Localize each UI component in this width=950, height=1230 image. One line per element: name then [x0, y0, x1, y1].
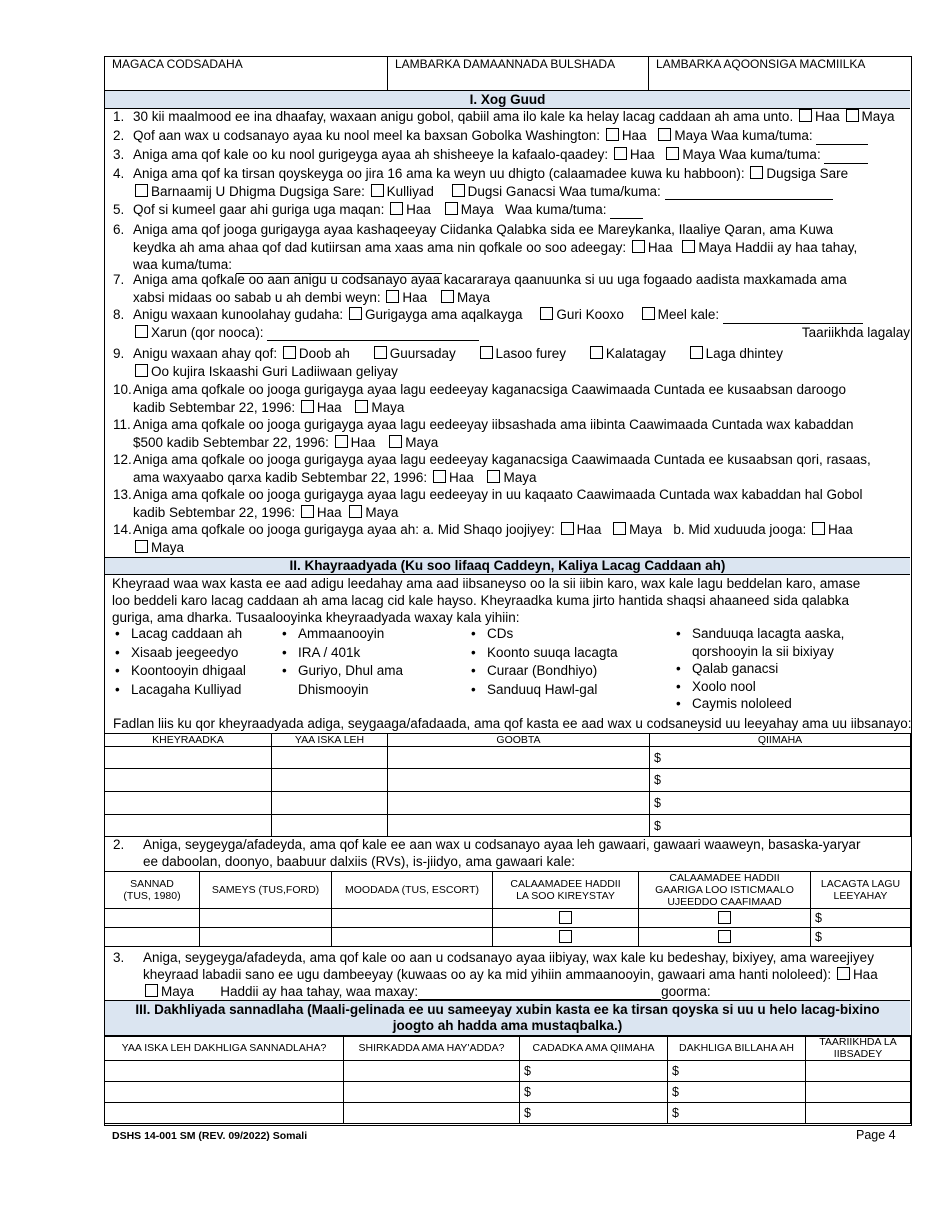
annuities-table: [104, 1035, 911, 1124]
ssn-label: LAMBARKA DAMAANNADA BULSHADA: [395, 57, 616, 71]
q12-haa-checkbox[interactable]: [433, 470, 446, 483]
section-2-title: II. Khayraadyada (Ku soo lifaaq Caddeyn, Kaliya Lacag Caddaan ah): [105, 557, 910, 575]
example-item: • Lacagaha Kulliyad: [115, 681, 246, 700]
col-header: CALAAMADEE HADDII LA SOO KIREYSTAY: [493, 872, 639, 909]
examples-column-2: [282, 625, 403, 699]
example-item: • Xoolo nool: [676, 678, 844, 696]
example-item: • CDs: [471, 625, 618, 644]
q4-barnaamij-checkbox[interactable]: [135, 184, 148, 197]
q13-haa-checkbox[interactable]: [301, 505, 314, 518]
col-header: SAMEYS (TUS,FORD): [200, 872, 332, 909]
resources-list-prompt: Fadlan liis ku qor kheyraadyada adiga, seygaaga/afadaada, ama qof kasta ee aad wax u codsaneysid uu leeyahay ama uu iibsanayo:: [113, 716, 912, 731]
col-header: CALAAMADEE HADDII GAARIGA LOO ISTICMAALO UJEEDDO CAAFIMAAD: [639, 872, 811, 909]
rented-checkbox[interactable]: [559, 930, 572, 943]
q9-divorced-checkbox[interactable]: [480, 346, 493, 359]
q5-who-input[interactable]: [610, 218, 643, 219]
example-item: • Ammaanooyin: [282, 625, 403, 644]
q7-maya-checkbox[interactable]: [441, 290, 454, 303]
q4-ganacsi-checkbox[interactable]: [452, 184, 465, 197]
table-row: $: [105, 815, 911, 837]
example-item-cont: qorshooyin la sii bixiyay: [692, 643, 834, 659]
col-header: QIIMAHA: [650, 734, 911, 747]
q7-haa-checkbox[interactable]: [386, 290, 399, 303]
example-item: • Qalab ganacsi: [676, 660, 844, 678]
section-1-title: I. Xog Guud: [105, 90, 910, 109]
q8-home-checkbox[interactable]: [349, 307, 362, 320]
q6-haa-checkbox[interactable]: [632, 240, 645, 253]
transfer-maya-checkbox[interactable]: [145, 984, 158, 997]
table-row: $ $: [105, 1082, 911, 1103]
col-header: YAA ISKA LEH: [272, 734, 388, 747]
q2-maya-checkbox[interactable]: [658, 128, 671, 141]
medical-use-checkbox[interactable]: [718, 930, 731, 943]
examples-column-3: [471, 625, 618, 699]
q6-maya-checkbox[interactable]: [682, 240, 695, 253]
transfer-haa-checkbox[interactable]: [837, 967, 850, 980]
col-header: SANNAD (TUS, 1980): [105, 872, 200, 909]
q14a-maya-checkbox[interactable]: [613, 522, 626, 535]
q10-maya-checkbox[interactable]: [355, 400, 368, 413]
q14b-haa-checkbox[interactable]: [812, 522, 825, 535]
question-13: 13.Aniga ama qofkale oo jooga gurigayga ayaa lagu eedeeyay in uu kaqaato Caawimaada Cuntada wax kabaddan hal Gobol kadib Sebtembar 22, 1996: Haa Maya: [113, 487, 863, 520]
q8-xarun-checkbox[interactable]: [135, 325, 148, 338]
q14b-maya-checkbox[interactable]: [135, 540, 148, 553]
resources-intro: Kheyraad waa wax kasta ee aad adigu leedahay ama aad iibsaneyso oo la sii iibin karo, wax kale lagu beddelan karo, amase loo beddeli karo lacag caddaan ah ama lacag cid kale hayso. Kheyraadka kuma jirto hantida shaqsi ahaaneed sida qalabka guriga, ama dharka. Tusaalooyinka kheyraadyada waxay kala yihiin:: [112, 576, 861, 625]
table-row: $: [105, 747, 911, 769]
section-3-title: III. Dakhliyada sannadlaha (Maali-gelinada ee uu sameeyay xubin kasta ee ka tirsan qoyska si uu u helo lacag-bixino joogto ah hadda ama mustaqbalka.): [105, 1000, 910, 1037]
q4-who-input[interactable]: [665, 199, 833, 200]
col-header: KHEYRAADKA: [105, 734, 272, 747]
client-id-label: LAMBARKA AQOONSIGA MACMIILKA: [656, 57, 866, 71]
q9-partnership-checkbox[interactable]: [135, 364, 148, 377]
example-item-cont: Dhismooyin: [298, 681, 369, 697]
col-header: MOODADA (TUS, ESCORT): [332, 872, 493, 909]
q3-who-input[interactable]: [824, 163, 868, 164]
col-header: DAKHLIGA BILLAHA AH: [668, 1036, 806, 1061]
q8-date-label: Taariikhda lagalay: [801, 324, 910, 340]
table-row: $ $: [105, 1103, 911, 1124]
example-item: • Caymis nololeed: [676, 695, 844, 713]
col-header: TAARIIKHDA LA IIBSADEY: [806, 1036, 911, 1061]
q4-dugsiga-sare-checkbox[interactable]: [750, 166, 763, 179]
example-item: • Sanduuq Hawl-gal: [471, 681, 618, 700]
page-number: Page 4: [856, 1128, 896, 1142]
transfer-question: 3. Aniga, seygeyga/afadeyda, ama qof kale oo aan u codsanayo ayaa iibiyay, wax kale ku bedeshay, bixiyey, ama wareejiyey kheyraad labadii sano ee ugu dambeeyay (kuwaas oo ay ka mid yihiin ammaanooyin, gawaari ama hanti nololeed): Haa Maya Haddii ay haa tahay, waa maxay: goorma:: [113, 949, 908, 1017]
applicant-name-label: MAGACA CODSADAHA: [112, 57, 243, 71]
question-1: 1. 30 kii maalmood ee ina dhaafay, waxaan anigu gobol, qabiil ama ilo kale ka helay lacag caddaan ah ama unto. Haa Maya: [113, 109, 895, 124]
examples-column-1: [115, 625, 246, 699]
q5-maya-checkbox[interactable]: [445, 202, 458, 215]
question-6: 6. Aniga ama qof jooga gurigayga ayaa kashaqeeyay Ciidanka Qalabka sida ee Mareykanka, Ilaaliye Qaran, ama Kuwa keydka ah ama ahaa qof dad kutiirsan ama xaas ama nin qofkale oo soo adeegay: Haa Maya Haddii ay haa tahay, waa kuma/tuma:: [113, 222, 858, 272]
q9-married-checkbox[interactable]: [374, 346, 387, 359]
q1-haa-checkbox[interactable]: [799, 109, 812, 122]
table-row: $: [105, 909, 911, 928]
q14a-haa-checkbox[interactable]: [561, 522, 574, 535]
example-item: • Koonto suuqa lacagta: [471, 644, 618, 663]
example-item: • Lacag caddaan ah: [115, 625, 246, 644]
q12-maya-checkbox[interactable]: [487, 470, 500, 483]
q9-single-checkbox[interactable]: [283, 346, 296, 359]
examples-column-4: [676, 625, 844, 713]
question-2: 2. Qof aan wax u codsanayo ayaa ku nool meel ka baxsan Gobolka Washington: Haa Maya Waa kuma/tuma:: [113, 127, 908, 145]
question-8: 8. Anigu waxaan kunoolahay gudaha: Gurigayga ama aqalkayga Guri Kooxo Meel kale: Xarun (qor nooca): Taariikhda lagalay: [113, 307, 910, 340]
table-row: $ $: [105, 1061, 911, 1082]
question-4: 4. Aniga ama qof ka tirsan qoyskeyga oo jira 16 ama ka weyn uu dhigto (calaamadee kuwa ku habboon): Dugsiga Sare Barnaamij U Dhigma Dugsiga Sare: Kulliyad Dugsi Ganacsi Waa tuma/kuma:: [113, 166, 849, 199]
vehicles-table: [104, 871, 911, 947]
table-row: $: [105, 792, 911, 815]
question-3: 3. Aniga ama qof kale oo ku nool gurigeyga ayaa ah shisheeye la kafaalo-qaadey: Haa Maya Waa kuma/tuma:: [113, 146, 908, 164]
q3-maya-checkbox[interactable]: [666, 147, 679, 160]
q11-haa-checkbox[interactable]: [335, 435, 348, 448]
q5-haa-checkbox[interactable]: [390, 202, 403, 215]
q11-maya-checkbox[interactable]: [389, 435, 402, 448]
col-header: LACAGTA LAGU LEEYAHAY: [811, 872, 911, 909]
q4-kulliyad-checkbox[interactable]: [371, 184, 384, 197]
col-header: SHIRKADDA AMA HAY'ADDA?: [344, 1036, 520, 1061]
col-header: YAA ISKA LEH DAKHLIGA SANNADLAHA?: [105, 1036, 344, 1061]
q3-haa-checkbox[interactable]: [614, 147, 627, 160]
applicant-name-field[interactable]: [104, 56, 388, 90]
q9-separated-checkbox[interactable]: [590, 346, 603, 359]
table-row: $: [105, 769, 911, 792]
ssn-field[interactable]: [388, 56, 649, 90]
resources-table: [104, 733, 911, 837]
q8-other-checkbox[interactable]: [642, 307, 655, 320]
example-item: • Koontooyin dhigaal: [115, 662, 246, 681]
header-row: [104, 56, 910, 90]
q2-who-input[interactable]: [816, 144, 868, 145]
question-5: 5. Qof si kumeel gaar ahi guriga uga maqan: Haa Maya Waa kuma/tuma:: [113, 201, 908, 219]
example-item: • Sanduuqa lacagta aaska,: [676, 625, 844, 643]
example-item: • Guriyo, Dhul ama: [282, 662, 403, 681]
client-id-field[interactable]: [649, 56, 910, 90]
question-12: 12.Aniga ama qofkale oo jooga gurigayga ayaa lagu eedeeyay kaganacsiga Caawimaada Cuntada ee kusaabsan qori, rasaas, ama waxyaabo qarxa kadib Sebtembar 22, 1996: Haa Maya: [113, 452, 871, 485]
q8-facility-input[interactable]: [267, 340, 479, 341]
vehicles-question: 2. Aniga, seygeyga/afadeyda, ama qof kale ee aan wax u codsanayo ayaa leh gawaari, gawaari waaweyn, basaska-yaryar ee daboolan, doonyo, baabuur dalxiis (RVs), is-jiidyo, ama gawaari kale:: [113, 837, 861, 869]
example-item: • IRA / 401k: [282, 644, 403, 663]
medical-use-checkbox[interactable]: [718, 911, 731, 924]
question-7: 7. Aniga ama qofkale oo aan anigu u codsanayo ayaa kacararaya qaanuunka si uu uga fogaado aadista maxkamada ama xabsi midaas oo sabab u ah dembi weyn: Haa Maya: [113, 272, 847, 305]
q2-haa-checkbox[interactable]: [606, 128, 619, 141]
q9-widowed-checkbox[interactable]: [690, 346, 703, 359]
col-header: GOOBTA: [388, 734, 650, 747]
example-item: • Curaar (Bondhiyo): [471, 662, 618, 681]
q13-maya-checkbox[interactable]: [349, 505, 362, 518]
form-id: DSHS 14-001 SM (REV. 09/2022) Somali: [112, 1130, 308, 1142]
q10-haa-checkbox[interactable]: [301, 400, 314, 413]
q8-group-home-checkbox[interactable]: [540, 307, 553, 320]
rented-checkbox[interactable]: [559, 911, 572, 924]
col-header: CADADKA AMA QIIMAHA: [520, 1036, 668, 1061]
question-10: 10.Aniga ama qofkale oo jooga gurigayga ayaa lagu eedeeyay kaganacsiga Caawimaada Cuntada ee kusaabsan daroogo kadib Sebtembar 22, 1996: Haa Maya: [113, 382, 847, 415]
example-item: • Xisaab jeegeedyo: [115, 644, 246, 663]
q1-maya-checkbox[interactable]: [846, 109, 859, 122]
table-row: $: [105, 928, 911, 947]
question-9: 9. Anigu waxaan ahay qof: Doob ah Guursaday Lasoo furey Kalatagay Laga dhintey Oo kujira Iskaashi Guri Ladiiwaan geliyay: [113, 346, 783, 379]
question-11: 11. Aniga ama qofkale oo jooga gurigayga ayaa lagu eedeeyay iibsashada ama iibinta Caawimaada Cuntada wax kabaddan $500 kadib Sebtembar 22, 1996: Haa Maya: [113, 417, 854, 450]
question-14: 14.Aniga ama qofkale oo jooga gurigayga ayaa ah: a. Mid Shaqo joojiyey: Haa Maya b. Mid xuduuda jooga: Haa Maya: [113, 522, 853, 555]
